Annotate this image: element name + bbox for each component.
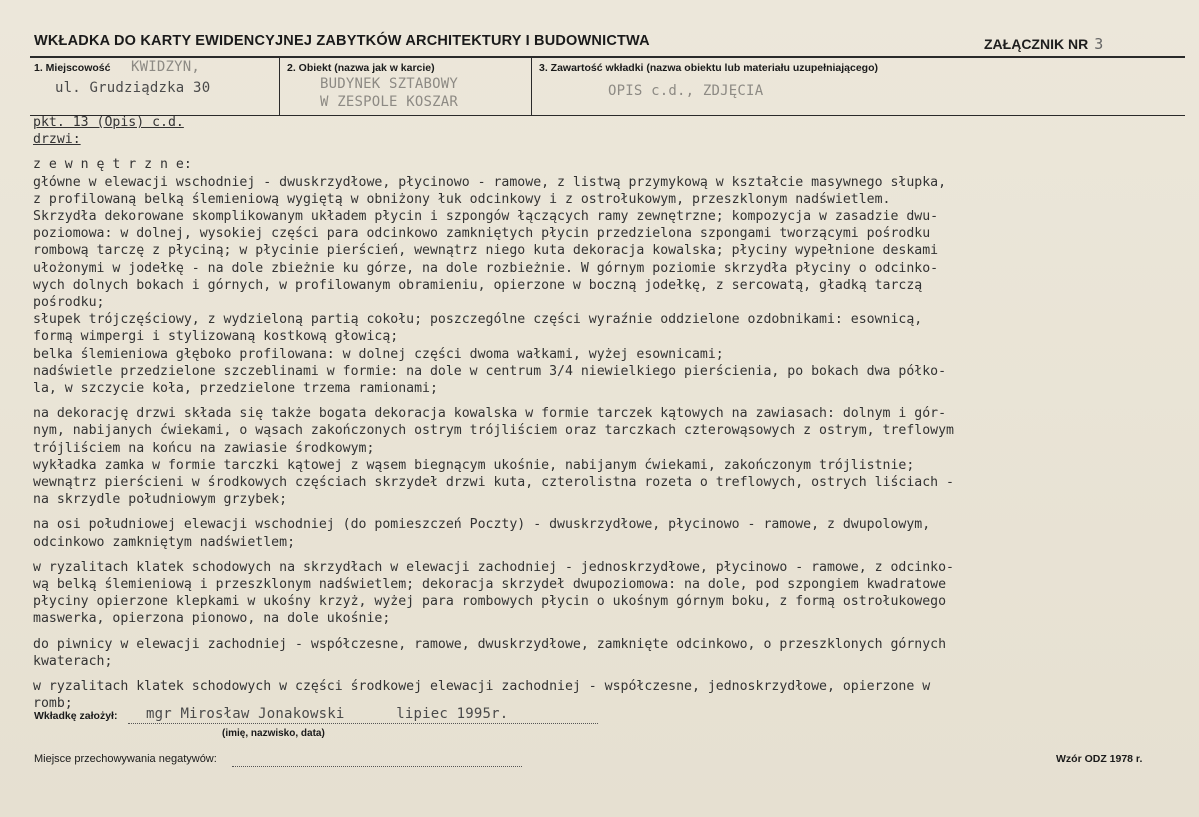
prepared-by-label: Wkładkę założył: [34, 710, 118, 722]
body-line-12: pośrodku; [33, 295, 105, 311]
header-divider-1 [279, 57, 280, 115]
header-divider-2 [531, 57, 532, 115]
body-line-38: romb; [33, 696, 73, 712]
body-line-2: drzwi: [33, 132, 81, 148]
body-line-33 [33, 628, 1183, 636]
body-line-36 [33, 670, 1183, 678]
body-line-19: na dekorację drzwi składa się także bogata dekoracja kowalska w formie tarczek kątowych na zawiasach: dolnym i gór- [33, 406, 947, 422]
body-line-25 [33, 508, 1183, 516]
body-line-6: z profilowaną belką ślemieniową wygiętą w obniżony łuk odcinkowy i z ostrołukowym, przeszklonym nadświetlem. [33, 191, 891, 207]
prepared-by-value: mgr Mirosław Jonakowski lipiec 1995r. [146, 706, 509, 722]
body-line-23: wewnątrz pierścieni w środkowych częściach skrzydeł drzwi kuta, czterolistna rozeta o treflowych, ostrych liściach - [33, 475, 954, 491]
place-label: 1. Miejscowość [34, 62, 111, 74]
place-value-line2: ul. Grudziądzka 30 [55, 80, 211, 96]
body-line-28 [33, 551, 1183, 559]
body-line-26: na osi południowej elewacji wschodniej (do pomieszczeń Poczty) - dwuskrzydłowe, płycinowo - ramowe, z dwupolowym, [33, 517, 931, 533]
prepared-by-caption: (imię, nazwisko, data) [222, 728, 325, 739]
body-line-32: maswerka, opierzona pionowo, na dole ukośnie; [33, 611, 391, 627]
body-line-27: odcinkowo zamkniętym nadświetlem; [33, 534, 296, 550]
header-top-rule [30, 56, 1185, 58]
body-line-37: w ryzalitach klatek schodowych w części środkowej elewacji zachodniej - współczesne, jednoskrzydłowe, opierzone w [33, 679, 931, 695]
object-value-line1: BUDYNEK SZTABOWY [320, 76, 459, 92]
body-line-29: w ryzalitach klatek schodowych na skrzydłach w elewacji zachodniej - jednoskrzydłowe, płycinowo - ramowe, z odcinko- [33, 559, 954, 575]
attachment-number [984, 35, 1103, 53]
form-title: WKŁADKA DO KARTY EWIDENCYJNEJ ZABYTKÓW ARCHITEKTURY I BUDOWNICTWA [34, 33, 650, 49]
form-code: Wzór ODZ 1978 r. [1056, 753, 1143, 765]
body-line-10: ułożonymi w jodełkę - na dole zbieżnie ku górze, na dole rozbieżnie. W górnym poziomie skrzydła płyciny o odcinko- [33, 260, 939, 276]
object-value-line2: W ZESPOLE KOSZAR [320, 94, 459, 110]
body-line-30: wą belką ślemieniową i przeszklonym nadświetlem; dekoracja skrzydeł dwupoziomowa: na dole, pod szpongiem kwadratowe [33, 577, 947, 593]
place-value-line1: KWIDZYN, [131, 59, 201, 75]
body-line-35: kwaterach; [33, 653, 113, 669]
body-line-20: nym, nabijanych ćwiekami, o wąsach zakończonych ostrym trójliściem oraz tarczkach czterowąsowych z ostrym, treflowym [33, 423, 954, 439]
body-line-5: główne w elewacji wschodniej - dwuskrzydłowe, płycinowo - ramowe, z listwą przymykową w kształcie masywnego słupka, [33, 174, 947, 190]
body-line-4: z e w n ę t r z n e: [33, 157, 192, 173]
prepared-by-line [128, 723, 598, 724]
body-line-11: wych dolnych bokach i górnych, w profilowanym obramieniu, opierzone w boczną jodełkę, z sercowatą, gładką tarczą [33, 277, 923, 293]
body-line-24: na skrzydle południowym grzybek; [33, 492, 288, 508]
body-line-8: poziomowa: w dolnej, wysokiej części para odcinkowo zamkniętych płycin przedzielona szpongami tworzącymi pośrodku [33, 226, 931, 242]
body-line-1: pkt. 13 (Opis) c.d. [33, 115, 184, 130]
negatives-location-line [232, 766, 522, 767]
body-line-18 [33, 397, 1183, 405]
body-line-7: Skrzydła dekorowane skomplikowanym układem płycin i szpongów łączących ramy zewnętrzne; kompozycja w zasadzie dwu- [33, 209, 939, 225]
body-line-13: słupek trójczęściowy, z wydzieloną partią cokołu; poszczególne części wyraźnie oddzielone ozdobnikami: esownicą, [33, 312, 923, 328]
body-line-22: wykładka zamka w formie tarczki kątowej z wąsem biegnącym ukośnie, nabijanym ćwiekami, zakończonym trójlistnie; [33, 457, 915, 473]
body-line-17: la, w szczycie koła, przedzielone trzema ramionami; [33, 381, 438, 397]
body-line-9: rombową tarczę z płyciną; w płycinie pierścień, wewnątrz niego kuta dekoracja kowalska; płyciny wypełnione deskami [33, 243, 939, 259]
body-line-16: nadświetle przedzielone szczeblinami w formie: na dole w centrum 3/4 niewielkiego pierścienia, po bokach dwa półko- [33, 363, 947, 379]
description-body [33, 114, 1183, 713]
attachment-label: ZAŁĄCZNIK NR [984, 36, 1089, 52]
content-label: 3. Zawartość wkładki (nazwa obiektu lub materiału uzupełniającego) [539, 62, 878, 74]
body-line-3 [33, 148, 1183, 156]
body-line-14: formą wimpergi i stylizowaną kostkową głowicą; [33, 329, 399, 345]
attachment-number-value: 3 [1094, 35, 1104, 53]
body-line-34: do piwnicy w elewacji zachodniej - współczesne, ramowe, dwuskrzydłowe, zamknięte odcinkowo, o przeszklonych górnych [33, 636, 947, 652]
body-line-31: płyciny opierzone klepkami w ukośny krzyż, wyżej para rombowych płycin o ukośnym górnym boku, z formą ostrołukowego [33, 594, 947, 610]
negatives-location-label: Miejsce przechowywania negatywów: [34, 753, 217, 765]
body-line-21: trójliściem na końcu na zawiasie środkowym; [33, 440, 375, 456]
body-line-15: belka ślemieniowa głęboko profilowana: w dolnej części dwoma wałkami, wyżej esownicami; [33, 346, 724, 362]
object-label: 2. Obiekt (nazwa jak w karcie) [287, 62, 435, 74]
content-value: OPIS c.d., ZDJĘCIA [608, 83, 764, 99]
